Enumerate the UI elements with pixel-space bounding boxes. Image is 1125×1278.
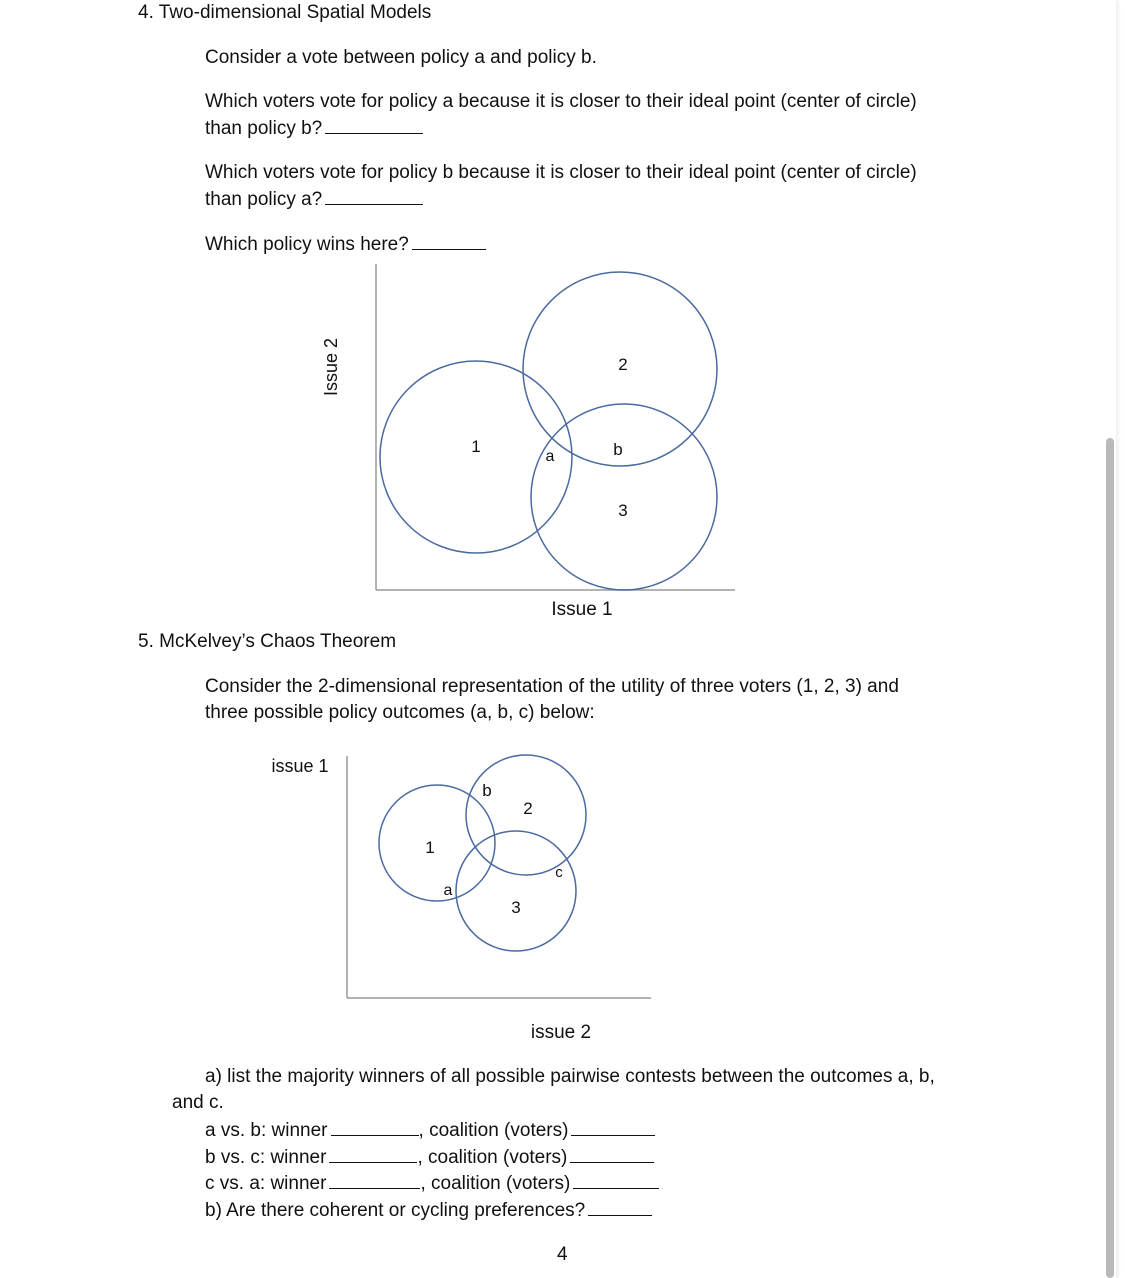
section4-intro: Consider a vote between policy a and policy b. <box>205 47 597 68</box>
coalition-label: coalition (voters) <box>428 1147 568 1168</box>
x-axis-label: issue 2 <box>530 1022 592 1043</box>
section5-intro-line1: Consider the 2-dimensional representation of the utility of three voters (1, 2, 3) and <box>205 676 899 697</box>
part-a-line1: a) list the majority winners of all possible pairwise contests between the outcomes a, b, <box>205 1066 935 1087</box>
winner-blank-bc[interactable] <box>329 1144 417 1163</box>
row-label: b vs. c: winner <box>205 1147 327 1168</box>
question-3-text: Which policy wins here? <box>205 234 409 255</box>
voter-3-label: 3 <box>618 501 628 520</box>
part-a-line2: and c. <box>172 1092 224 1113</box>
policy-c-label: c <box>555 864 563 881</box>
question-1-text: than policy b? <box>205 118 323 139</box>
voter-1-label: 1 <box>425 838 435 857</box>
answer-blank-part-b[interactable] <box>588 1197 652 1216</box>
page-number: 4 <box>557 1244 568 1265</box>
part-b <box>205 1197 652 1224</box>
policy-a-label: a <box>545 448 555 465</box>
winner-blank-ab[interactable] <box>331 1117 419 1136</box>
question-2-line1: Which voters vote for policy b because it is closer to their ideal point (center of circle) <box>205 162 917 183</box>
voter-1-circle <box>379 785 495 901</box>
section4-heading: 4. Two-dimensional Spatial Models <box>138 2 432 23</box>
policy-b-label: b <box>613 440 623 459</box>
coalition-label: coalition (voters) <box>431 1173 571 1194</box>
pairwise-row-ca: c vs. a: winner , coalition (voters) <box>205 1170 659 1197</box>
coalition-label: coalition (voters) <box>429 1120 569 1141</box>
row-label: c vs. a: winner <box>205 1173 327 1194</box>
voter-2-label: 2 <box>523 799 533 818</box>
voter-2-label: 2 <box>618 355 628 374</box>
chaos-theorem-diagram <box>0 740 1116 1060</box>
voter-3-circle <box>531 404 717 590</box>
vertical-scrollbar[interactable] <box>1106 438 1114 1278</box>
question-1-line1: Which voters vote for policy a because it is closer to their ideal point (center of circle) <box>205 91 917 112</box>
x-axis-label: Issue 1 <box>551 599 613 620</box>
policy-a-label: a <box>443 882 453 899</box>
pairwise-row-ab: a vs. b: winner , coalition (voters) <box>205 1117 655 1144</box>
coalition-blank-bc[interactable] <box>570 1144 654 1163</box>
voter-3-circle <box>456 831 576 951</box>
winner-blank-ca[interactable] <box>329 1170 420 1189</box>
coalition-blank-ab[interactable] <box>571 1117 655 1136</box>
coalition-blank-ca[interactable] <box>573 1170 659 1189</box>
y-axis-label: Issue 2 <box>321 337 341 397</box>
spatial-model-diagram <box>0 0 1116 640</box>
section5-intro-line2: three possible policy outcomes (a, b, c) below: <box>205 702 595 723</box>
voter-1-circle <box>380 361 572 553</box>
section5-heading: 5. McKelvey’s Chaos Theorem <box>138 631 397 652</box>
y-axis-label: issue 1 <box>271 756 329 776</box>
row-label: a vs. b: winner <box>205 1120 328 1141</box>
part-b-text: b) Are there coherent or cycling preferences? <box>205 1200 586 1221</box>
voter-1-label: 1 <box>471 437 481 456</box>
question-2-text: than policy a? <box>205 189 323 210</box>
pairwise-row-bc: b vs. c: winner , coalition (voters) <box>205 1144 654 1171</box>
policy-b-label: b <box>482 781 492 800</box>
voter-3-label: 3 <box>511 898 521 917</box>
